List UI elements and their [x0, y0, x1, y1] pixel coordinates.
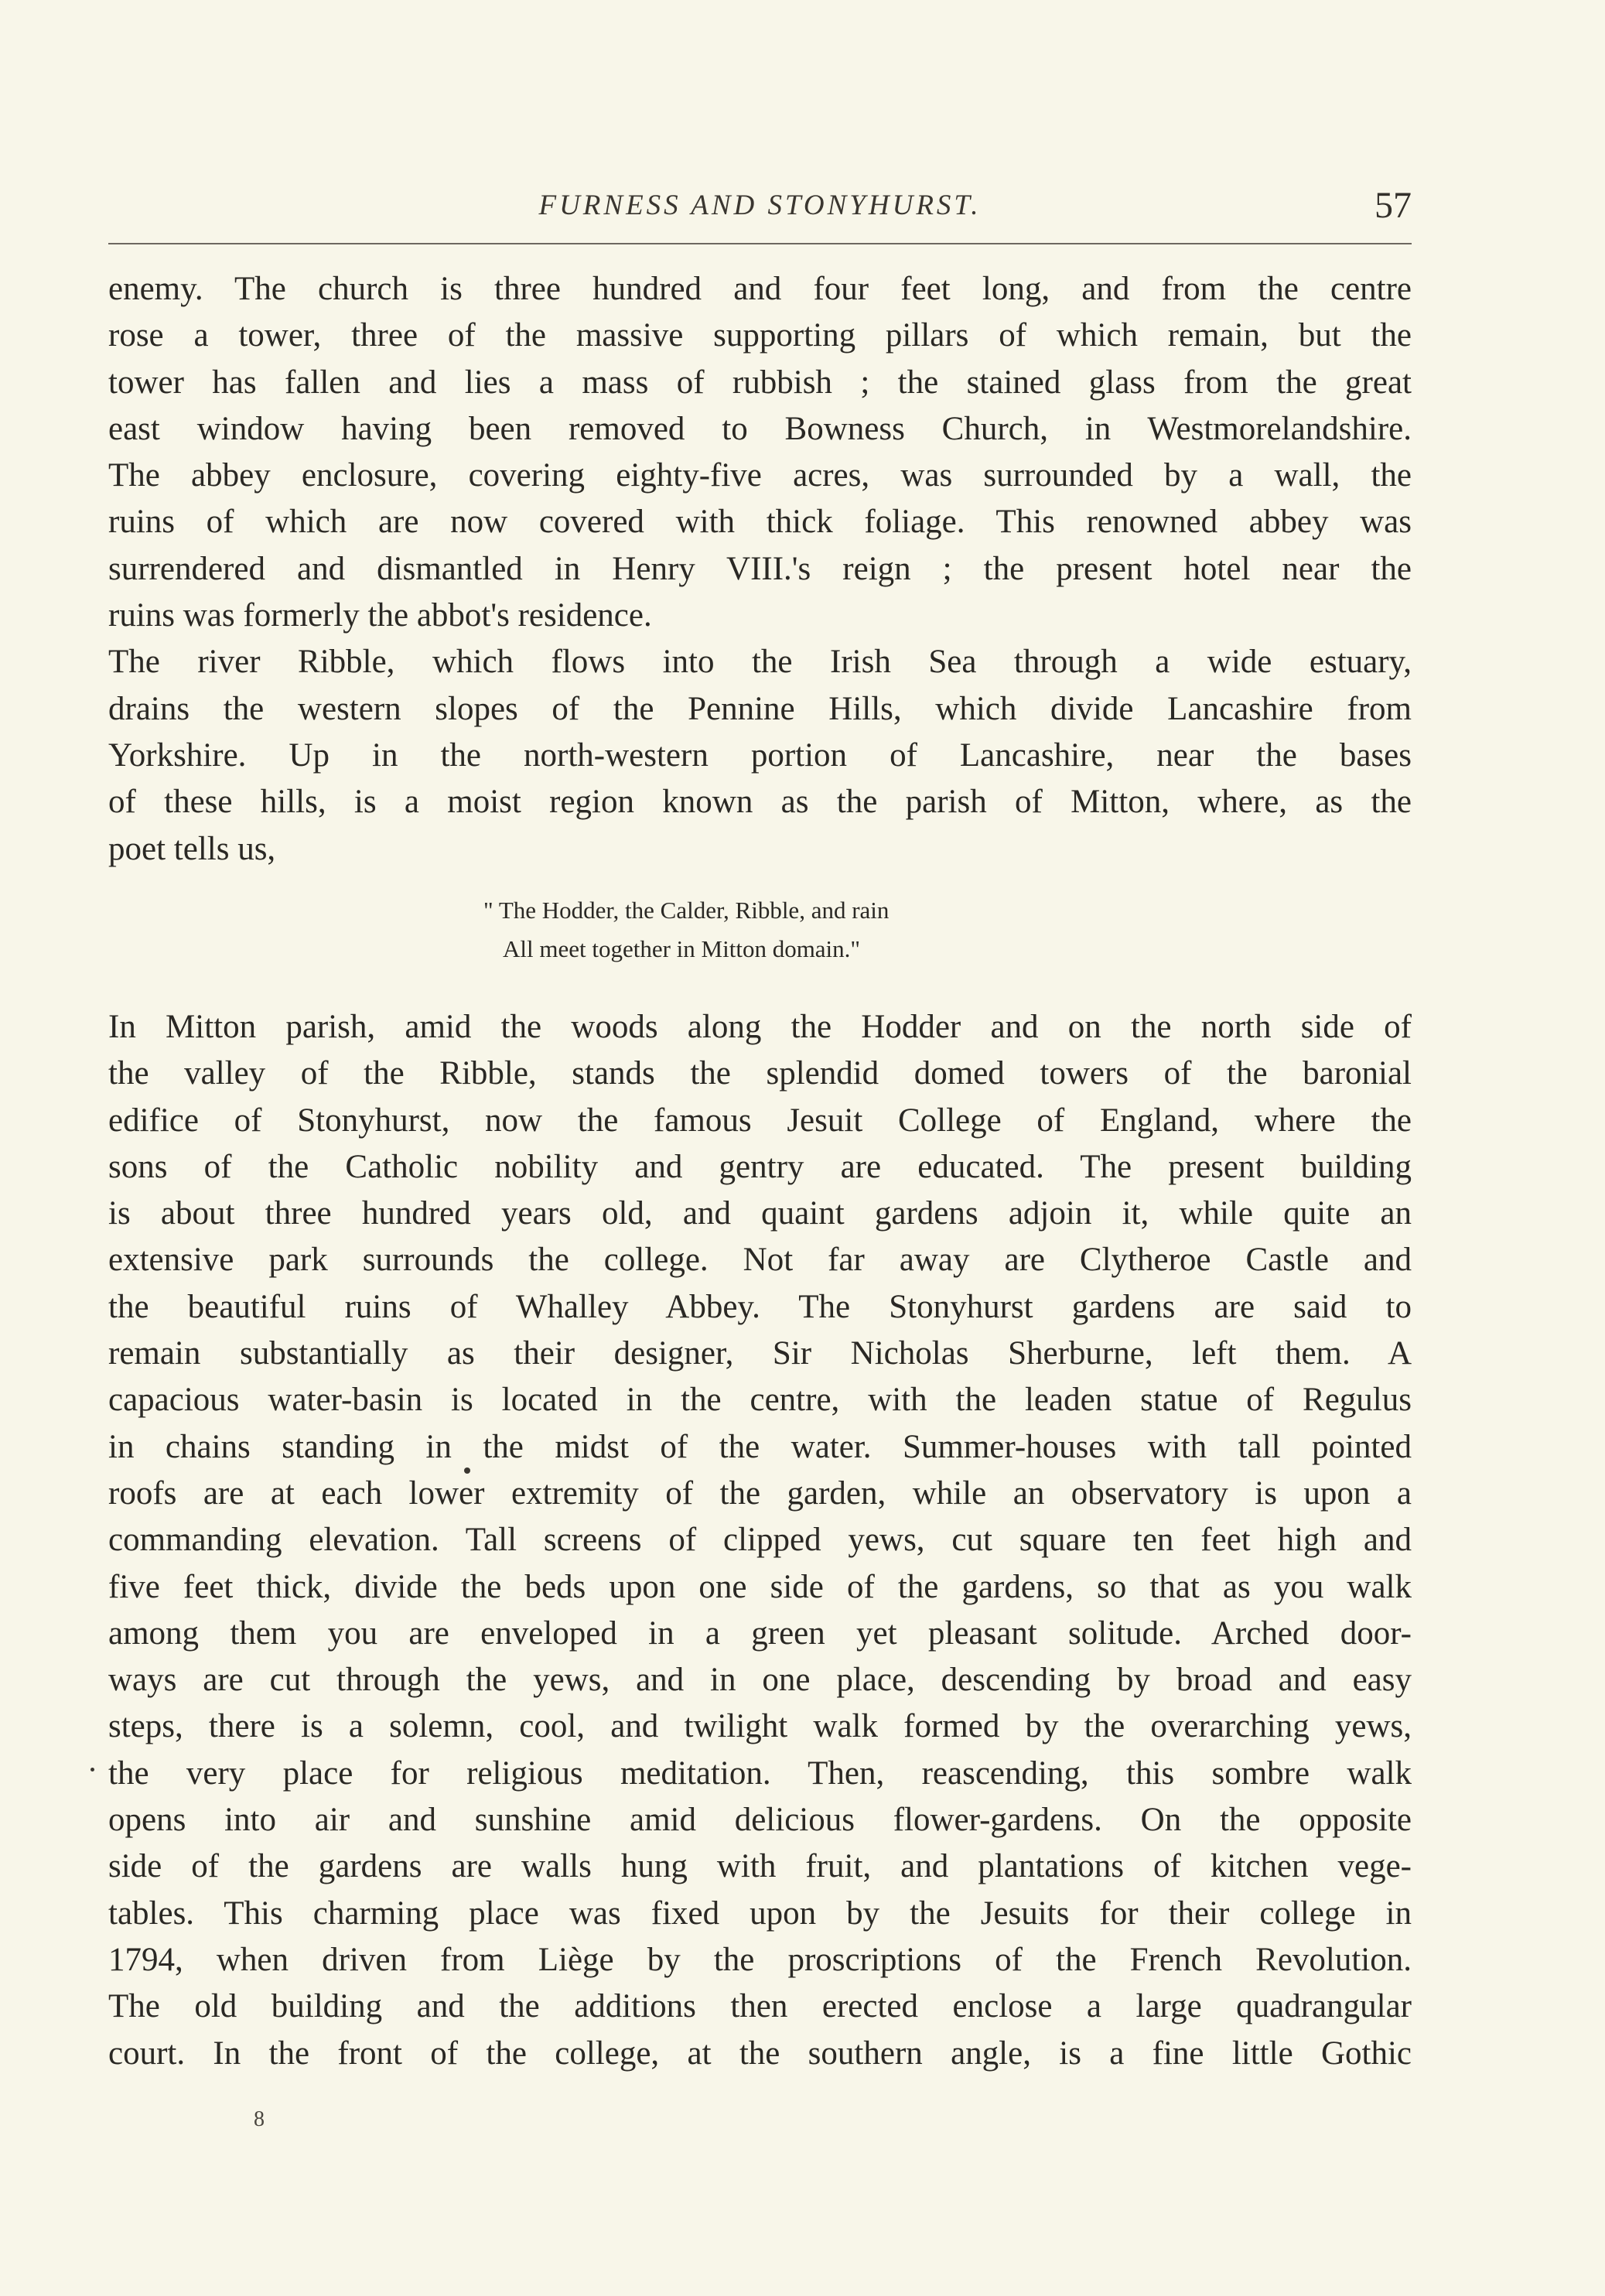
- text-line: enemy. The church is three hundred and four feet long, and from the centre: [108, 271, 1412, 307]
- text-line: ruins of which are now covered with thick foliage. This renowned abbey was: [108, 504, 1412, 541]
- text-line: opens into air and sunshine amid delicious flower-gardens. On the opposite: [108, 1802, 1412, 1839]
- text-line: is about three hundred years old, and quaint gardens adjoin it, while quite an: [108, 1195, 1412, 1232]
- header-rule: [108, 243, 1412, 244]
- page-number: 57: [1374, 185, 1412, 226]
- text-line: surrendered and dismantled in Henry VIII.'s reign ; the present hotel near the: [108, 550, 1412, 587]
- text-line: The river Ribble, which flows into the Irish Sea through a wide estuary,: [108, 644, 1412, 681]
- text-line: extensive park surrounds the college. Not far away are Clytheroe Castle and: [108, 1242, 1412, 1279]
- text-line: ruins was formerly the abbot's residence.: [108, 597, 652, 634]
- text-line: The abbey enclosure, covering eighty-five acres, was surrounded by a wall, the: [108, 457, 1412, 494]
- text-line: rose a tower, three of the massive supporting pillars of which remain, but the: [108, 317, 1412, 354]
- text-line: east window having been removed to Bowness Church, in Westmorelandshire.: [108, 410, 1412, 447]
- text-line: Yorkshire. Up in the north-western portion of Lancashire, near the bases: [108, 736, 1412, 774]
- paragraph-1: [108, 266, 1412, 639]
- text-line: tower has fallen and lies a mass of rubbish ; the stained glass from the great: [108, 364, 1412, 401]
- text-line: side of the gardens are walls hung with fruit, and plantations of kitchen vege-: [108, 1848, 1412, 1885]
- text-line: court. In the front of the college, at the southern angle, is a fine little Gothic: [108, 2035, 1412, 2072]
- ink-speck: [90, 1768, 94, 1772]
- verse-quotation: [108, 891, 1412, 969]
- text-line: commanding elevation. Tall screens of clipped yews, cut square ten feet high and: [108, 1522, 1412, 1559]
- text-line: five feet thick, divide the beds upon one side of the gardens, so that as you walk: [108, 1568, 1412, 1605]
- text-line: steps, there is a solemn, cool, and twilight walk formed by the overarching yews,: [108, 1708, 1412, 1745]
- text-line: the valley of the Ribble, stands the splendid domed towers of the baronial: [108, 1055, 1412, 1092]
- text-line: the very place for religious meditation. Then, reascending, this sombre walk: [108, 1754, 1412, 1792]
- text-line: capacious water-basin is located in the centre, with the leaden statue of Regulus: [108, 1382, 1412, 1419]
- signature-mark: 8: [254, 2107, 265, 2131]
- text-line: drains the western slopes of the Pennine Hills, which divide Lancashire from: [108, 690, 1412, 727]
- text-line: the beautiful ruins of Whalley Abbey. The Stonyhurst gardens are said to: [108, 1288, 1412, 1325]
- paragraph-3: [108, 1004, 1412, 2077]
- ink-speck: [464, 1467, 470, 1474]
- text-line: among them you are enveloped in a green yet pleasant solitude. Arched door-: [108, 1614, 1412, 1652]
- text-line: The old building and the additions then erected enclose a large quadrangular: [108, 1988, 1412, 2025]
- text-line: roofs are at each lower extremity of the garden, while an observatory is upon a: [108, 1474, 1412, 1512]
- body-text-upper: [108, 266, 1412, 873]
- text-line: edifice of Stonyhurst, now the famous Jesuit College of England, where the: [108, 1102, 1412, 1139]
- text-line: poet tells us,: [108, 830, 276, 867]
- verse-line: " The Hodder, the Calder, Ribble, and rain: [483, 897, 890, 924]
- text-line: sons of the Catholic nobility and gentry are educated. The present building: [108, 1148, 1412, 1185]
- text-line: In Mitton parish, amid the woods along the Hodder and on the north side of: [108, 1009, 1412, 1045]
- text-line: tables. This charming place was fixed upon by the Jesuits for their college in: [108, 1895, 1412, 1932]
- text-line: remain substantially as their designer, Sir Nicholas Sherburne, left them. A: [108, 1335, 1412, 1372]
- text-line: of these hills, is a moist region known as the parish of Mitton, where, as the: [108, 784, 1412, 821]
- running-title: FURNESS AND STONYHURST.: [538, 190, 982, 221]
- paragraph-2: [108, 639, 1412, 872]
- text-line: ways are cut through the yews, and in one place, descending by broad and easy: [108, 1662, 1412, 1699]
- running-head: [108, 184, 1412, 238]
- text-line: in chains standing in the midst of the water. Summer-houses with tall pointed: [108, 1428, 1412, 1465]
- text-line: 1794, when driven from Liège by the proscriptions of the French Revolution.: [108, 1941, 1412, 1978]
- verse-line: All meet together in Mitton domain.": [503, 935, 861, 962]
